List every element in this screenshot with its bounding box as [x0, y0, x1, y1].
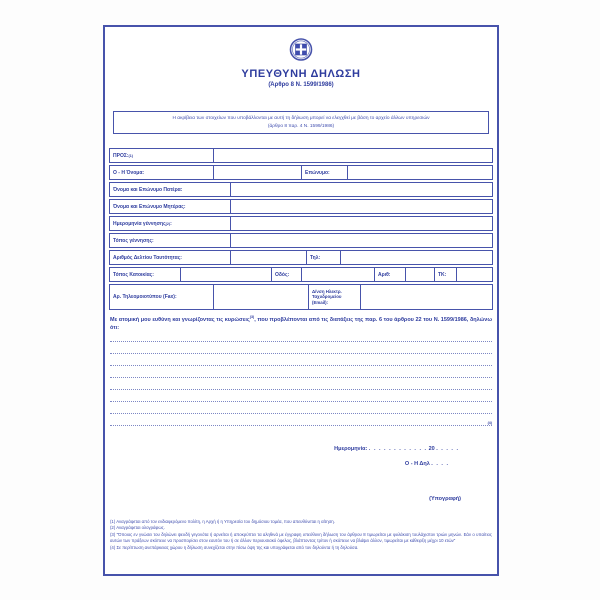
pros-label: ΠΡΟΣ: (1) [113, 152, 133, 159]
page-subtitle: (Άρθρο 8 Ν. 1599/1986) [268, 82, 334, 88]
row-mother-name [109, 199, 493, 214]
date-year-prefix: 20 [428, 446, 435, 452]
declaration-line[interactable] [110, 402, 492, 414]
row-id-phone [109, 250, 493, 265]
row-pros [109, 148, 493, 163]
declaration-line[interactable] [110, 330, 492, 342]
surname-label: Επώνυμο: [301, 166, 347, 179]
footnotes [110, 519, 492, 551]
postcode-label: ΤΚ: [434, 268, 456, 281]
birthdate-label: Ημερομηνία γέννησης (2) : [113, 220, 172, 227]
residence-input[interactable] [180, 268, 271, 281]
date-label: Ημερομηνία: [334, 446, 368, 452]
footnote-4: (4) Σε περίπτωση ανεπάρκειας χώρου η δήλωση συνεχίζεται στην πίσω όψη της και υπογράφεται από τον δηλούντα ή τη δηλούσα. [110, 544, 359, 550]
declaration-line[interactable] [110, 342, 492, 354]
declaration-lines [110, 330, 492, 426]
declarant-line [405, 461, 449, 467]
street-label: Οδός: [271, 268, 301, 281]
row-birthplace [109, 233, 493, 248]
row-name-surname [109, 165, 493, 180]
declaration-line[interactable] [110, 390, 492, 402]
form-page [103, 25, 499, 576]
birthplace-input[interactable] [230, 234, 492, 247]
declaration-line[interactable] [110, 354, 492, 366]
accuracy-notice-box [113, 111, 489, 134]
footnote-2: (2) Αναγράφεται ολογράφως. [110, 525, 165, 531]
residence-label: Τόπος Κατοικίας: [113, 271, 154, 278]
date-line [334, 446, 459, 452]
id-number-input[interactable] [230, 251, 306, 264]
notice-text-line2: (άρθρο 8 παρ. 4 Ν. 1599/1986) [267, 123, 335, 129]
date-year-dots[interactable]: . . . . . [436, 446, 459, 452]
mother-name-label: Όνομα και Επώνυμο Μητέρας: [113, 203, 186, 210]
firstname-input[interactable] [213, 166, 301, 179]
phone-label: Τηλ: [306, 251, 340, 264]
birthdate-input[interactable] [230, 217, 492, 230]
row-residence [109, 267, 493, 282]
page-title: ΥΠΕΥΘΥΝΗ ΔΗΛΩΣΗ [241, 68, 361, 80]
declaration-footnote-ref: (3) [249, 315, 255, 319]
email-input[interactable] [360, 285, 492, 309]
footnote-1: (1) Αναγράφεται από τον ενδιαφερόμενο πολίτη, η Αρχή ή η Υπηρεσία του δημόσιου τομέα, που απευθύνεται η αίτηση. [110, 519, 335, 524]
personal-details-table [109, 148, 493, 310]
declaration-line[interactable] [110, 378, 492, 390]
street-number-label: Αριθ: [374, 268, 405, 281]
declarant-dots[interactable]: . . . . [431, 461, 449, 467]
pros-input[interactable] [213, 149, 492, 162]
pros-footnote-ref: (1) [128, 153, 133, 158]
surname-input[interactable] [347, 166, 492, 179]
street-input[interactable] [301, 268, 374, 281]
father-name-input[interactable] [230, 183, 492, 196]
fax-label: Αρ. Τηλεομοιοτύπου (Fax): [113, 294, 177, 300]
fax-input[interactable] [213, 285, 308, 309]
declarant-label: Ο - Η Δηλ [404, 461, 430, 467]
firstname-label: Ο - Η Όνομα: [113, 169, 145, 176]
phone-input[interactable] [340, 251, 492, 264]
greek-emblem-icon [289, 37, 313, 62]
row-father-name [109, 182, 493, 197]
continuation-footnote-ref: (4) [487, 421, 492, 425]
postcode-input[interactable] [456, 268, 492, 281]
row-fax-email [109, 284, 493, 310]
declaration-intro: Με ατομική μου ευθύνη και γνωρίζοντας τις κυρώσεις$^{(3)}$, που προβλέπονται από τις διατάξεις της παρ. 6 του άρθρου 22 του Ν. 1599/1986, δηλώνω ότι: [110, 315, 492, 331]
id-number-label: Αριθμός Δελτίου Ταυτότητας: [113, 254, 182, 261]
birthdate-footnote-ref: (2) [165, 221, 171, 226]
date-dots[interactable]: . . . . . . . . . . . . [368, 446, 428, 452]
mother-name-input[interactable] [230, 200, 492, 213]
email-label: Δ/νση Ηλεκτρ. Ταχυδρομείου (Εmail): [308, 285, 360, 309]
row-birthdate [109, 216, 493, 231]
notice-text-line1: Η ακρίβεια των στοιχείων που υποβάλλονται με αυτή τη δήλωση μπορεί να ελεγχθεί με βάση το αρχείο άλλων υπηρεσιών [172, 116, 430, 121]
declaration-line[interactable] [110, 414, 492, 426]
footnote-3: (3) "Όποιος εν γνώσει του δηλώνει ψευδή γεγονότα ή αρνείται ή αποκρύπτει τα αληθινά με έγγραφη υπεύθυνη δήλωση του άρθρου 8 τιμωρείται με φυλάκιση τουλάχιστον τριών μηνών. Εάν ο υπαίτιος αυτών των πράξεων σκόπευε να προσπορίσει στον εαυτόν του ή σε άλλον περιουσιακό όφελος, βλάπτοντας τρίτον ή σκόπευε να βλάψει άλλον, τιμωρείται με κάθειρξη μέχρι 10 ετών" [110, 531, 492, 544]
street-number-input[interactable] [405, 268, 434, 281]
signature-label: (Υπογραφή) [429, 496, 461, 502]
father-name-label: Όνομα και Επώνυμο Πατέρα: [113, 186, 183, 193]
declaration-line[interactable] [110, 366, 492, 378]
birthplace-label: Τόπος γέννησης: [113, 237, 154, 244]
